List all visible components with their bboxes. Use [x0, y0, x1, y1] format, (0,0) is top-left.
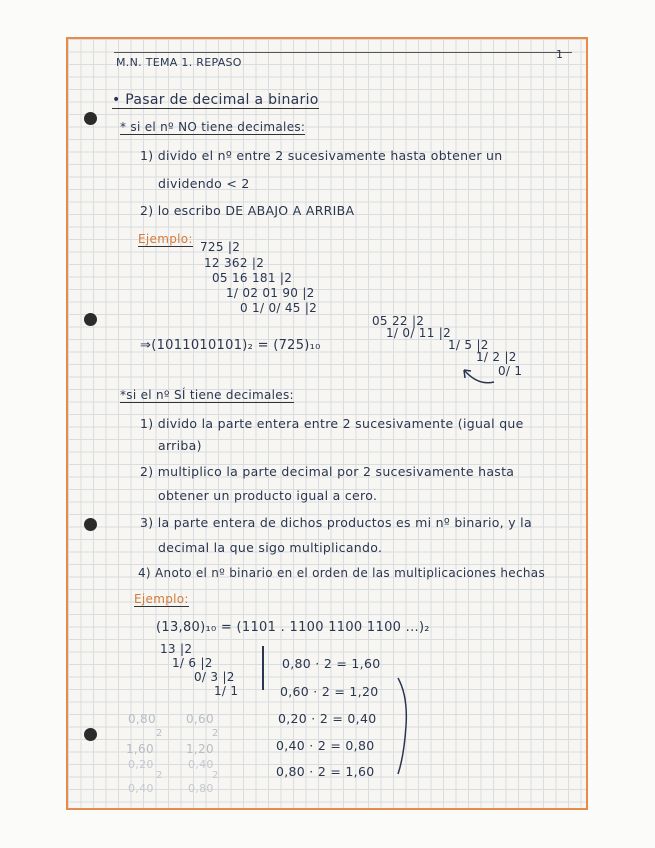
section-heading: • Pasar de decimal a binario	[112, 92, 319, 108]
step-3a: 3) la parte entera de dichos productos es mi nº binario, y la	[140, 515, 532, 530]
div-row: 1/ 02 01 90 |2	[226, 286, 315, 300]
divider-line	[262, 646, 264, 690]
int-div-row: 1/ 1	[214, 684, 239, 698]
div-row: 1/ 0/ 11 |2	[386, 326, 452, 340]
page-title: M.N. TEMA 1. REPASO	[116, 56, 242, 69]
step-2: 2) lo escribo DE ABAJO A ARRIBA	[140, 203, 355, 218]
case-no-decimals: * si el nº NO tiene decimales:	[120, 120, 306, 134]
binder-hole	[84, 518, 97, 531]
div-row: 05 16 181 |2	[212, 271, 293, 285]
binder-hole	[84, 112, 97, 125]
faded-calc: 2	[156, 728, 163, 739]
faded-calc: 2	[212, 770, 219, 781]
product-line: 0,60 · 2 = 1,20	[280, 684, 379, 699]
example-label: Ejemplo:	[138, 232, 193, 246]
faded-calc: 0,80	[128, 712, 156, 726]
step-1a: 1) divido el nº entre 2 sucesivamente hasta obtener un	[140, 148, 503, 163]
div-row: 05 22 |2	[372, 314, 425, 328]
div-row: 12 362 |2	[204, 256, 265, 270]
div-row: 1/ 2 |2	[476, 350, 517, 364]
step-1a: 1) divido la parte entera entre 2 sucesivamente (igual que	[140, 416, 524, 431]
step-2a: 2) multiplico la parte decimal por 2 sucesivamente hasta	[140, 464, 515, 479]
faded-calc: 1,20	[186, 742, 214, 756]
int-div-row: 1/ 6 |2	[172, 656, 213, 670]
example-label: Ejemplo:	[134, 592, 189, 606]
binder-hole	[84, 313, 97, 326]
arrow-icon	[458, 360, 498, 388]
bracket-icon	[394, 676, 412, 776]
faded-calc: 0,80	[188, 782, 214, 795]
step-1b: arriba)	[158, 438, 202, 453]
int-div-row: 0/ 3 |2	[194, 670, 235, 684]
div-row: 0 1/ 0/ 45 |2	[240, 301, 318, 315]
product-line: 0,20 · 2 = 0,40	[278, 711, 377, 726]
product-line: 0,80 · 2 = 1,60	[282, 656, 381, 671]
step-3b: decimal la que sigo multiplicando.	[158, 540, 383, 555]
case-with-decimals: *si el nº SÍ tiene decimales:	[120, 388, 294, 402]
product-line: 0,40 · 2 = 0,80	[276, 738, 375, 753]
div-row: 1/ 5 |2	[448, 338, 489, 352]
faded-calc: 0,60	[186, 712, 214, 726]
faded-calc: 2	[212, 728, 219, 739]
result-equation: ⇒(1011010101)₂ = (725)₁₀	[140, 338, 321, 353]
step-1b: dividendo < 2	[158, 176, 250, 191]
binder-hole	[84, 728, 97, 741]
step-4: 4) Anoto el nº binario en el orden de las multiplicaciones hechas	[138, 566, 546, 580]
faded-calc: 0,40	[188, 758, 214, 771]
faded-calc: 0,40	[128, 782, 154, 795]
conversion-equation: (13,80)₁₀ = (1101 . 1100 1100 1100 ...)₂	[156, 620, 430, 635]
faded-calc: 2	[156, 770, 163, 781]
div-row: 725 |2	[200, 240, 241, 254]
faded-calc: 0,20	[128, 758, 154, 771]
int-div-row: 13 |2	[160, 642, 193, 656]
faded-calc: 1,60	[126, 742, 154, 756]
page-number: 1	[556, 48, 564, 61]
header-rule	[114, 52, 572, 53]
product-line: 0,80 · 2 = 1,60	[276, 764, 375, 779]
step-2b: obtener un producto igual a cero.	[158, 488, 378, 503]
div-row: 0/ 1	[498, 364, 523, 378]
